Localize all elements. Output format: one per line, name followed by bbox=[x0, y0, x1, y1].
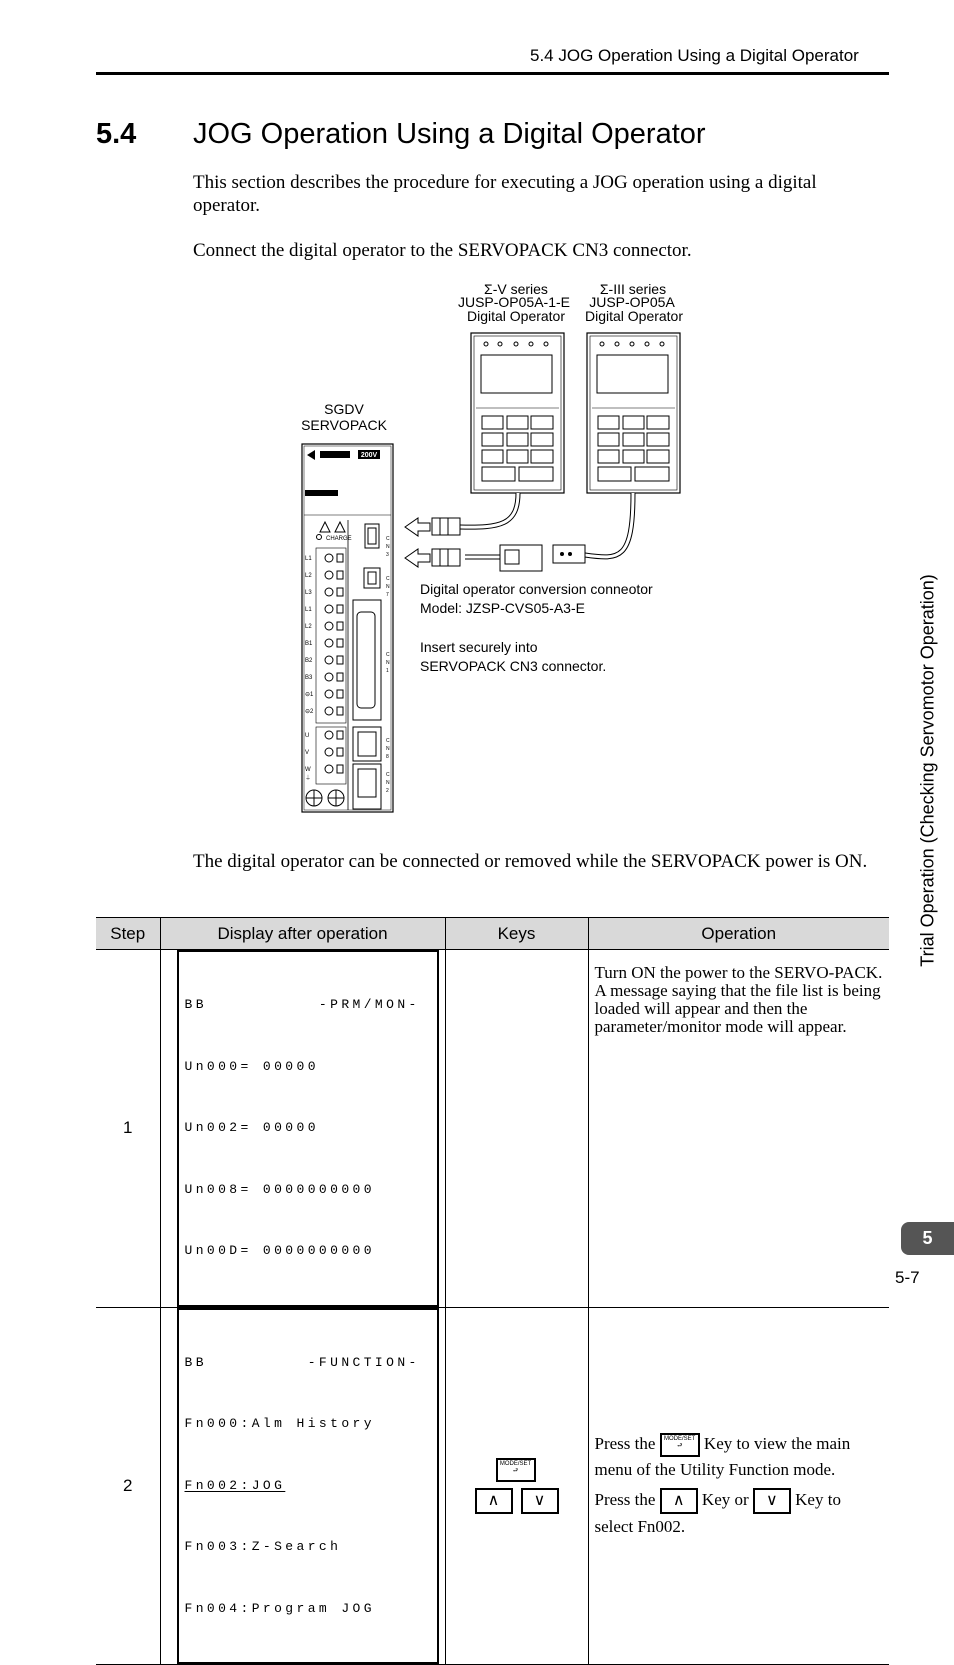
chapter-tab: 5 bbox=[901, 1222, 954, 1255]
svg-text:3: 3 bbox=[386, 552, 389, 558]
table-row bbox=[96, 950, 889, 1308]
page-number: 5-7 bbox=[895, 1268, 920, 1287]
terminal-label: W bbox=[305, 767, 311, 773]
terminal-label: B1 bbox=[305, 641, 313, 647]
svg-text:C: C bbox=[386, 536, 390, 542]
terminal-label: L2 bbox=[305, 624, 312, 630]
insert-note-line2: SERVOPACK CN3 connector. bbox=[420, 658, 607, 674]
svg-text:1: 1 bbox=[386, 668, 389, 674]
lcd-line: Fn004:Program JOG bbox=[184, 1600, 375, 1616]
svg-text:7: 7 bbox=[386, 592, 389, 598]
keys-header: Keys bbox=[445, 918, 588, 950]
operation-header: Operation bbox=[588, 918, 889, 950]
converter-model-label: Model: JZSP-CVS05-A3-E bbox=[420, 600, 585, 616]
table-row bbox=[96, 1307, 889, 1665]
svg-text:N: N bbox=[386, 544, 390, 550]
svg-text:8: 8 bbox=[386, 754, 389, 760]
terminal-label: U bbox=[305, 733, 310, 739]
svg-text:C: C bbox=[386, 652, 390, 658]
siii-series-label: Σ-III series bbox=[599, 281, 667, 297]
lcd-line: Fn003:Z-Search bbox=[184, 1539, 342, 1554]
down-arrow-key-icon: ∨ bbox=[753, 1488, 791, 1514]
converter-label: Digital operator conversion conneotor bbox=[420, 581, 653, 597]
up-arrow-key-icon: ∧ bbox=[660, 1488, 698, 1514]
display-header: Display after operation bbox=[160, 918, 445, 950]
chapter-side-title: Trial Operation (Checking Servomotor Operation) bbox=[917, 574, 938, 967]
lcd-line: Un002= 00000 bbox=[184, 1120, 319, 1135]
operation-text: Press the MODE/SET ⮐ Key to view the main menu of the Utility Function mode. Press the ∧ Key or ∨ Key to select Fn002. bbox=[594, 1434, 851, 1537]
terminal-label: B3 bbox=[305, 675, 313, 681]
conversion-connector bbox=[500, 545, 542, 571]
up-arrow-key: ∧ bbox=[475, 1488, 513, 1514]
sv-series-label: Σ-V series bbox=[484, 281, 548, 297]
table-header-row bbox=[96, 918, 889, 950]
arrow-icon bbox=[405, 518, 430, 567]
section-title: JOG Operation Using a Digital Operator bbox=[193, 118, 706, 150]
charge-label: CHARGE bbox=[326, 536, 352, 542]
terminal-label: L1 bbox=[305, 556, 312, 562]
lcd-display bbox=[177, 950, 439, 1307]
svg-text:C: C bbox=[386, 772, 390, 778]
lcd-line: BB -PRM/MON- bbox=[184, 997, 420, 1012]
siii-operator-label: Digital Operator bbox=[584, 308, 684, 324]
terminal-label: ⊖2 bbox=[305, 709, 314, 715]
procedure-table bbox=[96, 917, 889, 1665]
svg-text:N: N bbox=[386, 780, 390, 786]
svg-text:N: N bbox=[386, 660, 390, 666]
keys-cell-empty bbox=[445, 950, 588, 1308]
lcd-line: BB -FUNCTION- bbox=[184, 1354, 420, 1370]
step-number: 1 bbox=[96, 950, 160, 1308]
svg-text:C: C bbox=[386, 576, 390, 582]
sv-operator-label: Digital Operator bbox=[466, 308, 566, 324]
header-rule bbox=[96, 72, 889, 75]
lcd-line: Fn002:JOG bbox=[184, 1477, 286, 1493]
servopack-label: SERVOPACK bbox=[301, 417, 387, 433]
lcd-line: Un008= 0000000000 bbox=[184, 1181, 375, 1197]
lcd-line: Fn000:Alm History bbox=[184, 1416, 375, 1431]
svg-text:N: N bbox=[386, 584, 390, 590]
svg-text:N: N bbox=[386, 746, 390, 752]
terminal-label: V bbox=[305, 750, 310, 756]
intro-paragraph: This section describes the procedure for executing a JOG operation using a digital operator. bbox=[193, 172, 817, 216]
terminal-label: L1 bbox=[305, 607, 312, 613]
sigma-v-digital-operator bbox=[471, 333, 564, 493]
terminal-label: ⏚ bbox=[305, 776, 312, 782]
sv-model-label: JUSP-OP05A-1-E bbox=[457, 294, 571, 310]
lcd-display bbox=[177, 1308, 439, 1665]
step-number: 2 bbox=[96, 1307, 160, 1665]
voltage-label: 200V bbox=[360, 452, 378, 459]
lcd-line: Un000= 00000 bbox=[184, 1058, 319, 1074]
terminal-label: L3 bbox=[305, 590, 312, 596]
terminal-label: ⊖1 bbox=[305, 692, 314, 698]
svg-text:2: 2 bbox=[386, 788, 389, 794]
down-arrow-key: ∨ bbox=[521, 1488, 559, 1514]
servopack-model-label: SGDV bbox=[324, 401, 364, 417]
servopack-unit bbox=[302, 444, 393, 812]
running-header: 5.4 JOG Operation Using a Digital Operator bbox=[530, 46, 859, 65]
terminal-label: L2 bbox=[305, 573, 312, 579]
step-header: Step bbox=[96, 918, 160, 950]
lcd-line: Un00D= 0000000000 bbox=[184, 1243, 375, 1258]
section-number: 5.4 bbox=[96, 118, 137, 150]
sigma-iii-digital-operator bbox=[587, 333, 680, 493]
mode-set-key-icon: MODE/SET ⮐ bbox=[660, 1433, 700, 1457]
insert-note-line1: Insert securely into bbox=[420, 639, 538, 655]
terminal-label: B2 bbox=[305, 658, 313, 664]
hotplug-paragraph: The digital operator can be connected or removed while the SERVOPACK power is ON. bbox=[193, 851, 868, 872]
siii-model-label: JUSP-OP05A bbox=[589, 294, 675, 310]
operation-text: Turn ON the power to the SERVO-PACK. A message saying that the file list is being loaded will appear and then the parameter/monitor mode will appear. bbox=[594, 963, 883, 1036]
mode-set-key: MODE/SET ⮐ bbox=[496, 1458, 536, 1482]
connect-paragraph: Connect the digital operator to the SERVOPACK CN3 connector. bbox=[193, 240, 692, 261]
svg-text:C: C bbox=[386, 738, 390, 744]
connection-diagram bbox=[290, 280, 710, 820]
